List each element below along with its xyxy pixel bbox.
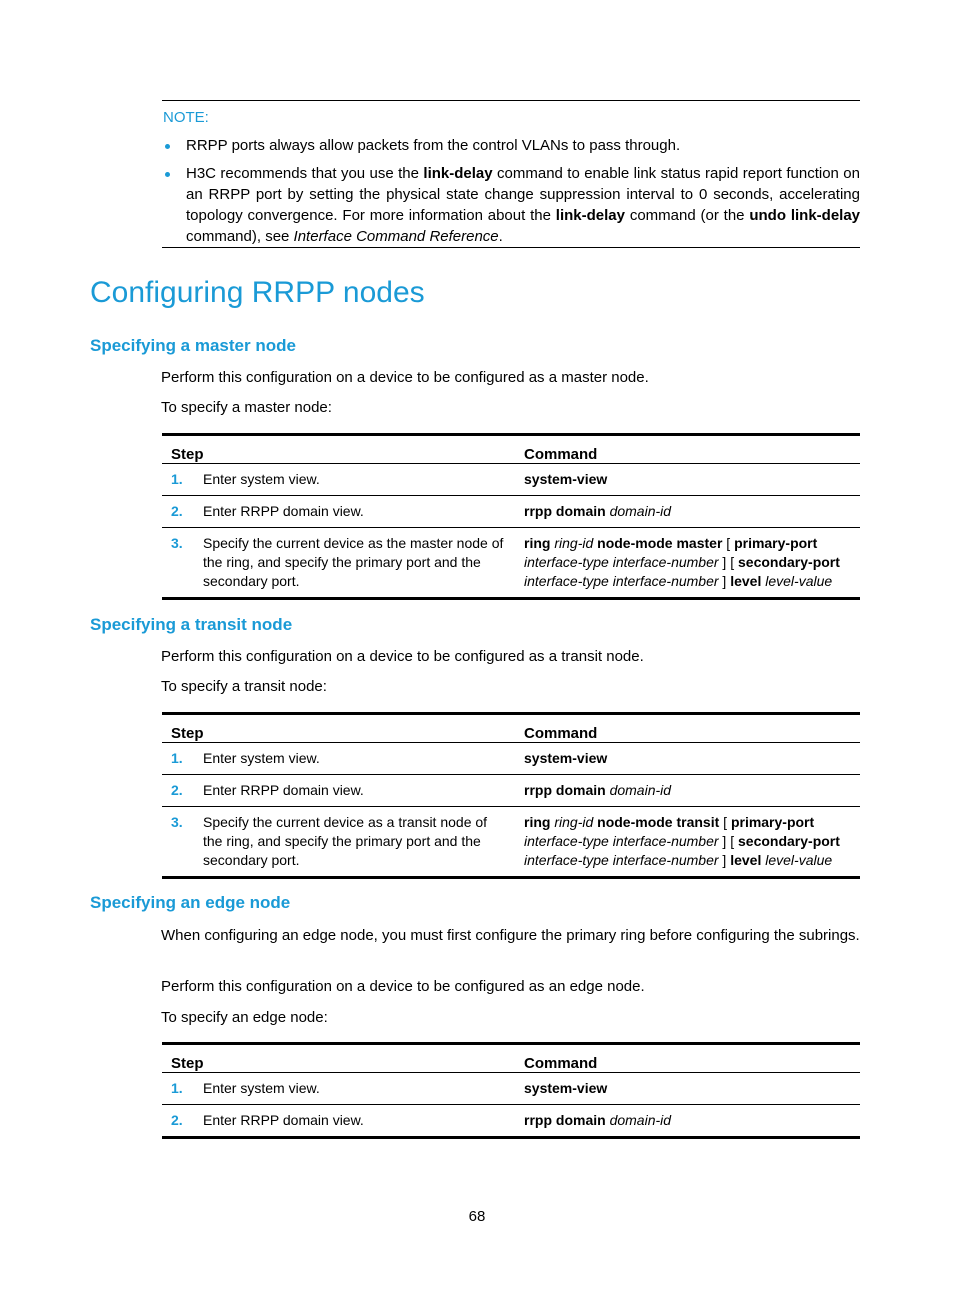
column-header-command: Command	[518, 714, 860, 743]
step-command: ring ring-id node-mode master [ primary-port interface-type interface-number ] [ secondary-port interface-type interface-number ] level level-value	[518, 528, 860, 599]
table-row	[162, 496, 860, 528]
note-top-rule	[162, 100, 860, 101]
step-number: 2.	[162, 496, 203, 528]
paragraph: To specify a transit node:	[161, 678, 327, 695]
step-command: system-view	[518, 464, 860, 496]
page-title: Configuring RRPP nodes	[90, 276, 425, 309]
table-row	[162, 1105, 860, 1138]
section-title-edge: Specifying an edge node	[90, 893, 291, 912]
column-header-step: Step	[162, 714, 518, 743]
step-number: 1.	[162, 1073, 203, 1105]
table-row	[162, 528, 860, 599]
note-bullet-1	[163, 135, 860, 156]
step-command: rrpp domain domain-id	[518, 775, 860, 807]
step-command: rrpp domain domain-id	[518, 1105, 860, 1138]
paragraph: To specify a master node:	[161, 399, 332, 416]
column-header-command: Command	[518, 435, 860, 464]
step-description: Enter RRPP domain view.	[203, 775, 518, 807]
step-number: 1.	[162, 464, 203, 496]
table-row	[162, 464, 860, 496]
table-row	[162, 1073, 860, 1105]
note-bullet-2	[163, 163, 860, 247]
paragraph: Perform this configuration on a device to be configured as a master node.	[161, 369, 649, 386]
edge-node-table	[162, 1042, 860, 1139]
note-bullet-text: H3C recommends that you use the link-delay command to enable link status rapid report function on an RRPP port by setting the physical state change suppression interval to 0 seconds, accelerating topology convergence. For more information about the link-delay command (or the undo link-delay command), see Interface Command Reference.	[186, 165, 861, 245]
note-label: NOTE:	[163, 109, 209, 126]
step-description: Enter system view.	[203, 464, 518, 496]
table-row	[162, 743, 860, 775]
step-number: 3.	[162, 528, 203, 599]
transit-node-table	[162, 712, 860, 879]
note-bottom-rule	[162, 247, 860, 248]
step-number: 1.	[162, 743, 203, 775]
column-header-command: Command	[518, 1044, 860, 1073]
step-number: 2.	[162, 1105, 203, 1138]
master-node-table	[162, 433, 860, 600]
bullet-dot-icon	[165, 172, 170, 177]
table-header-row	[162, 714, 860, 743]
step-description: Specify the current device as the master node of the ring, and specify the primary port and the secondary port.	[203, 528, 518, 599]
paragraph: To specify an edge node:	[161, 1009, 328, 1026]
bullet-dot-icon	[165, 144, 170, 149]
step-command: ring ring-id node-mode transit [ primary-port interface-type interface-number ] [ secondary-port interface-type interface-number ] level level-value	[518, 807, 860, 878]
section-title-transit: Specifying a transit node	[90, 615, 293, 634]
step-description: Enter RRPP domain view.	[203, 1105, 518, 1138]
table-header-row	[162, 435, 860, 464]
table-row	[162, 775, 860, 807]
step-command: system-view	[518, 743, 860, 775]
section-title-master: Specifying a master node	[90, 336, 296, 355]
paragraph: Perform this configuration on a device to be configured as an edge node.	[161, 978, 645, 995]
table-row	[162, 807, 860, 878]
column-header-step: Step	[162, 435, 518, 464]
column-header-step: Step	[162, 1044, 518, 1073]
step-description: Specify the current device as a transit node of the ring, and specify the primary port and the secondary port.	[203, 807, 518, 878]
step-number: 2.	[162, 775, 203, 807]
page-number: 68	[468, 1208, 486, 1225]
step-command: rrpp domain domain-id	[518, 496, 860, 528]
step-description: Enter system view.	[203, 743, 518, 775]
step-command: system-view	[518, 1073, 860, 1105]
reference-link: Interface Command Reference	[293, 228, 499, 245]
note-bullet-text: RRPP ports always allow packets from the control VLANs to pass through.	[186, 137, 681, 154]
step-description: Enter RRPP domain view.	[203, 496, 518, 528]
step-number: 3.	[162, 807, 203, 878]
table-header-row	[162, 1044, 860, 1073]
step-description: Enter system view.	[203, 1073, 518, 1105]
paragraph: Perform this configuration on a device to be configured as a transit node.	[161, 648, 644, 665]
paragraph: When configuring an edge node, you must first configure the primary ring before configuring the subrings.	[161, 927, 860, 944]
